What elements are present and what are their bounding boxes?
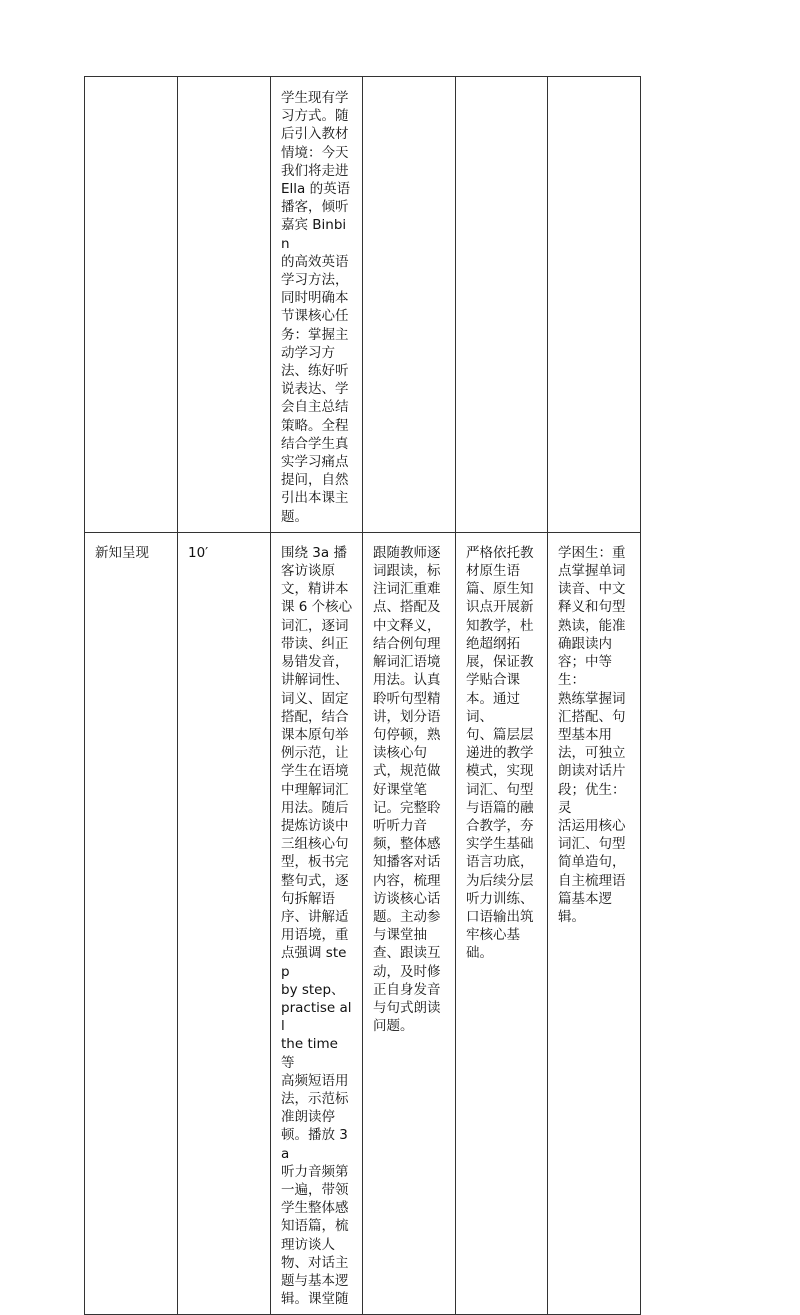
time-cell [178,532,271,1315]
stage-text: 新知呈现 [95,544,149,561]
design-intent-cell [456,532,548,1315]
student-activity-cell [363,532,456,1315]
time-text: 10′ [188,544,209,561]
time-cell [178,77,271,533]
table-row [85,77,641,533]
student-activity-cell [363,77,456,533]
stage-cell [85,532,178,1315]
teacher-activity-cell [271,532,363,1315]
differentiation-cell [548,77,641,533]
table-row [85,532,641,1315]
teacher-activity-text: 学生现有学 习方式。随 后引入教材 情境：今天 我们将走进 Ella 的英语 播客，倾听 嘉宾 Binbin 的高效英语 学习方法， 同时明确本 节课核心任 务：掌握主 动学习方 法、练好听 说表达、学 会自主总结 策略。全程 结合学生真 实学习痛点 提问，自然 引出本课主 题。 [281,90,351,525]
differentiation-text: 学困生：重 点掌握单词 读音、中文 释义和句型 熟读，能准 确跟读内 容；中等生： 熟练掌握词 汇搭配、句 型基本用 法，可独立 朗读对话片 段；优生：灵 活运用核心 词汇、句型 简单造句， 自主梳理语 篇基本逻 辑。 [558,544,626,925]
student-activity-text: 跟随教师逐 词跟读，标 注词汇重难 点、搭配及 中文释义， 结合例句理 解词汇语境 用法。认真 聆听句型精 讲，划分语 句停顿，熟 读核心句 式，规范做 好课堂笔 记。完整聆 听听力音 频，整体感 知播客对话 内容，梳理 访谈核心话 题。主动参 与课堂抽 查、跟读互 动，及时修 正自身发音 与句式朗读 问题。 [373,544,441,1035]
lesson-plan-table [84,76,641,1315]
teacher-activity-text: 围绕 3a 播 客访谈原 文，精讲本 课 6 个核心 词汇，逐词 带读、纠正 易错发音， 讲解词性、 词义、固定 搭配，结合 课本原句举 例示范，让 学生在语境 中理解词汇 用法。随后 提炼访谈中 三组核心句 型，板书完 整句式，逐 句拆解语 序、讲解适 用语境，重 点强调 step by step、 practise all the time 等 高频短语用 法，示范标 准朗读停 顿。播放 3a 听力音频第 一遍，带领 学生整体感 知语篇，梳 理访谈人 物、对话主 题与基本逻 辑。课堂随 [281,544,353,1308]
differentiation-cell [548,532,641,1315]
design-intent-text: 严格依托教 材原生语 篇、原生知 识点开展新 知教学，杜 绝超纲拓 展，保证教 学贴合课 本。通过词、 句、篇层层 递进的教学 模式，实现 词汇、句型 与语篇的融 合教学，夯 实学生基础 语言功底， 为后续分层 听力训练、 口语输出筑 牢核心基 础。 [466,544,534,962]
stage-cell [85,77,178,533]
design-intent-cell [456,77,548,533]
teacher-activity-cell [271,77,363,533]
